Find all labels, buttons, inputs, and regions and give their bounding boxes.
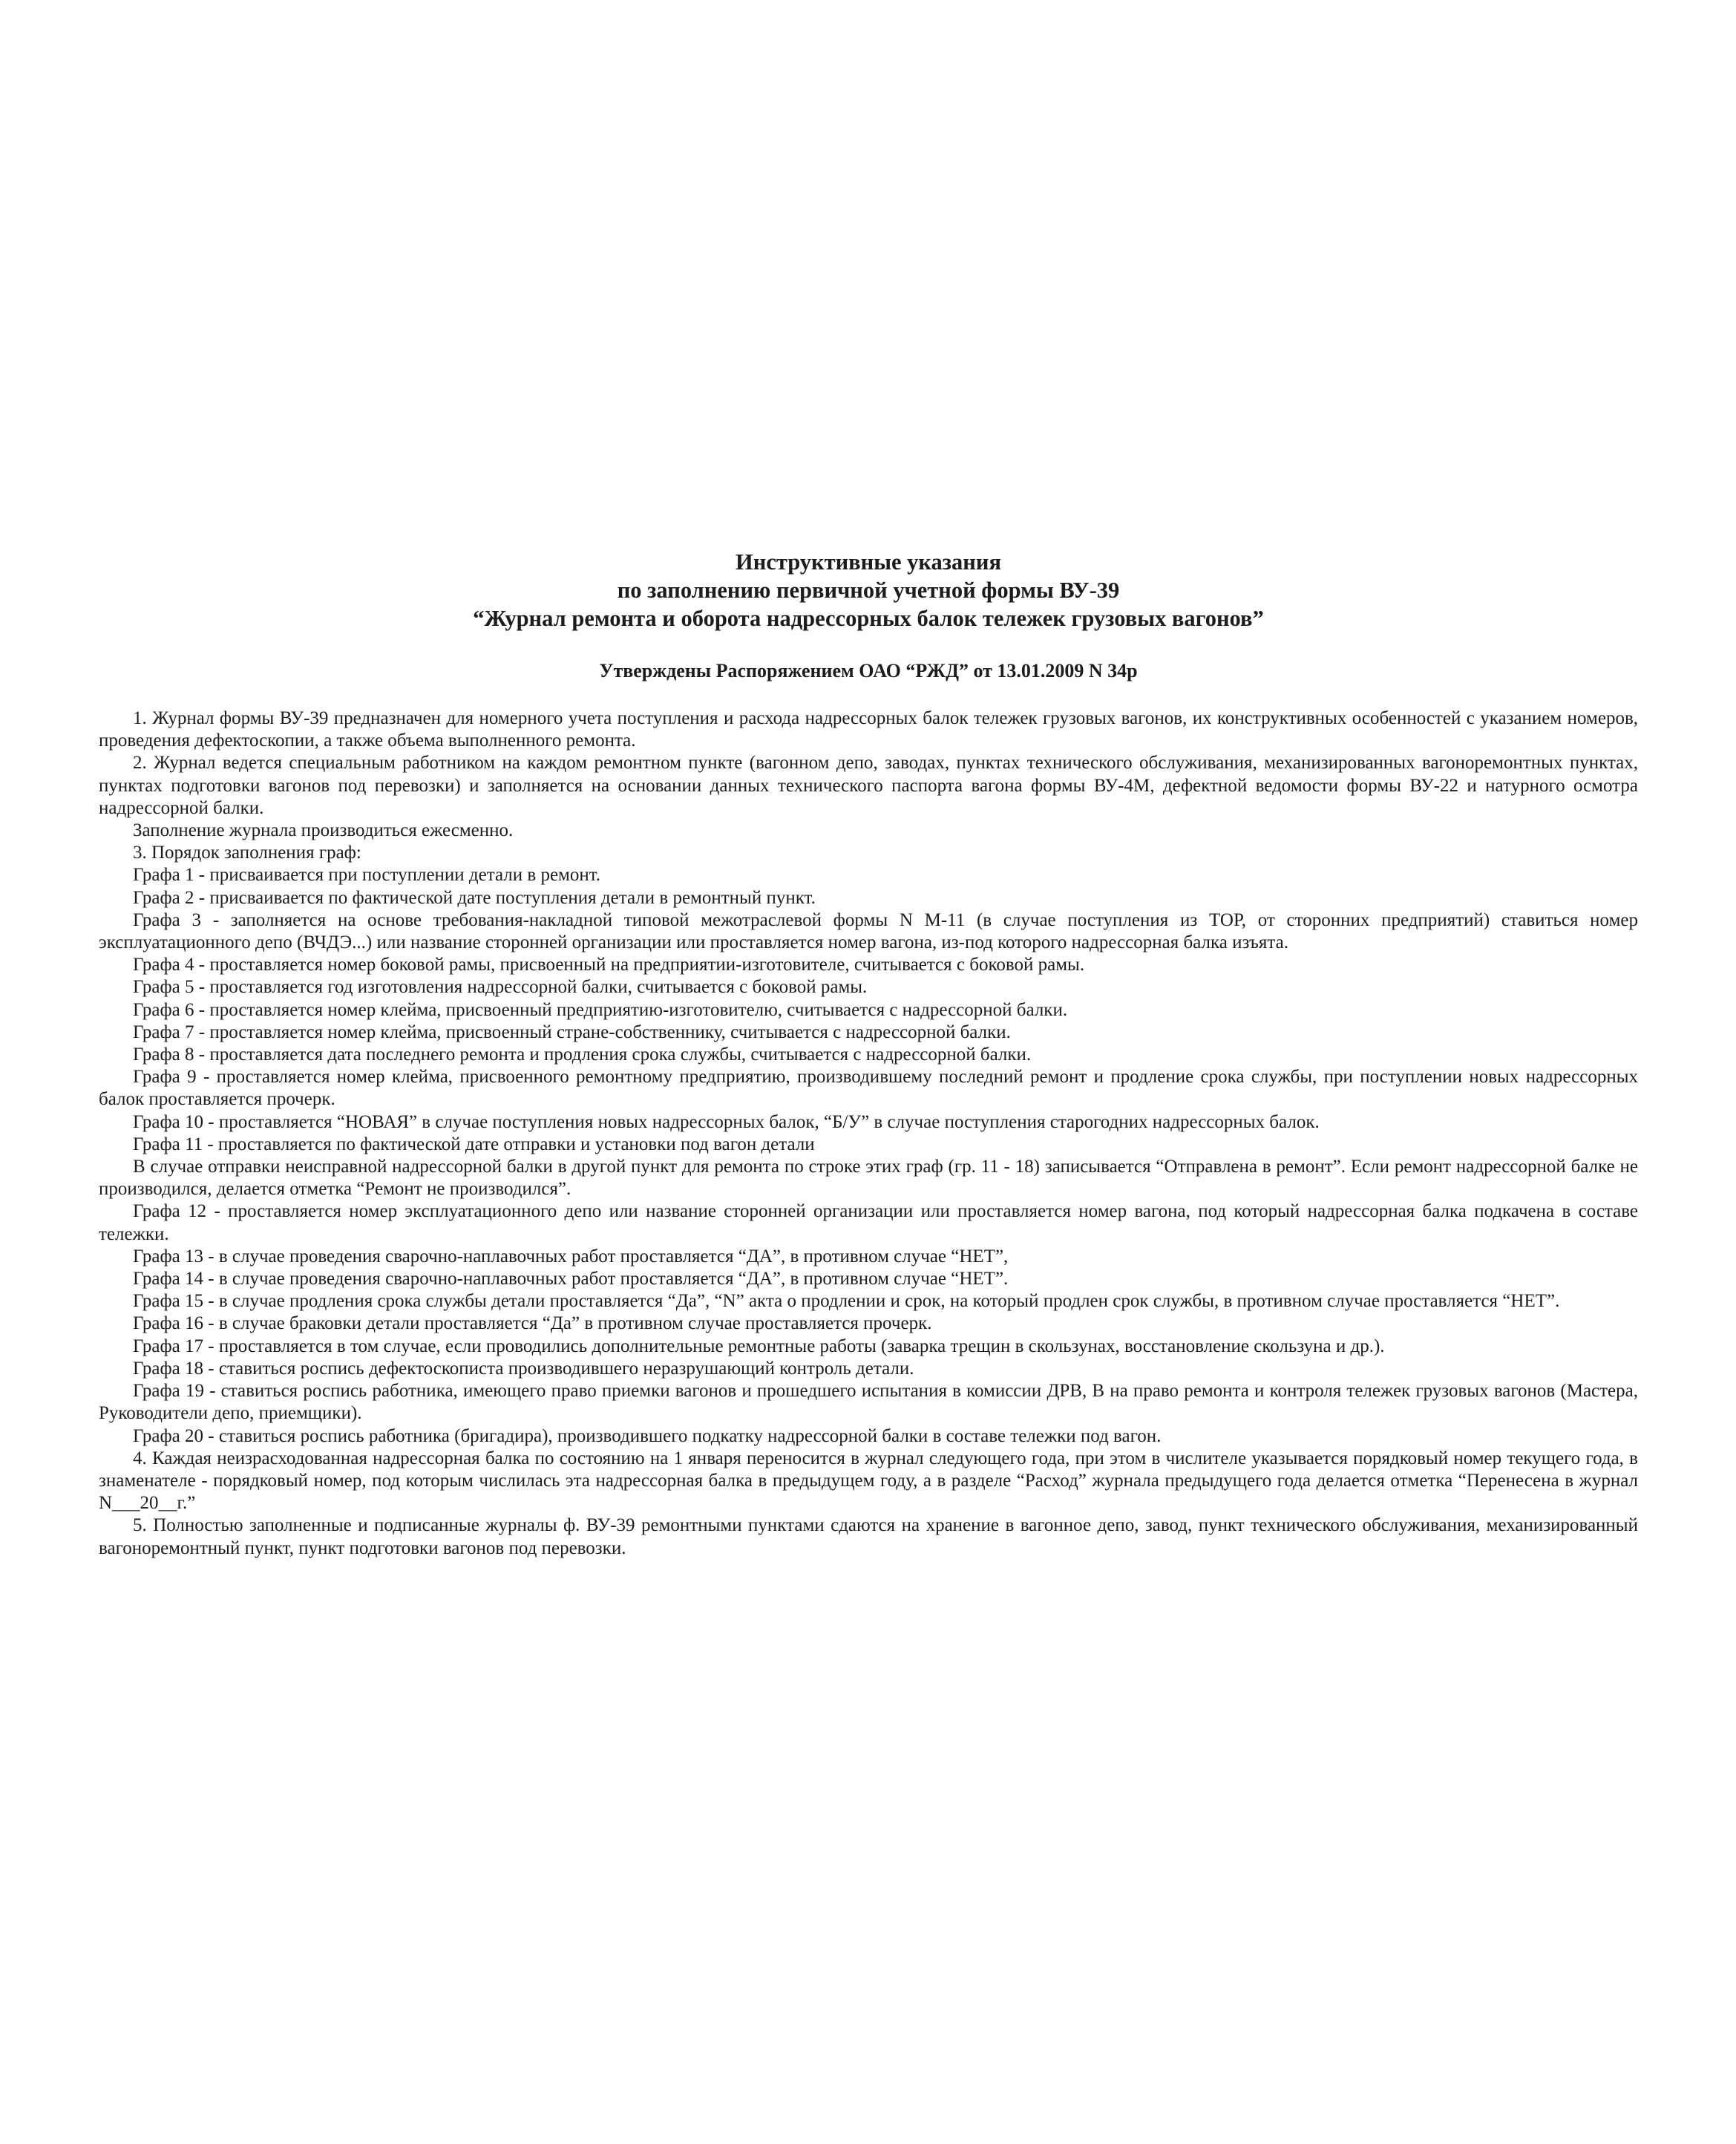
paragraph: Графа 10 - проставляется “НОВАЯ” в случае поступления новых надрессорных балок, “Б/У” в случае поступления старогодних надрессорных балок.	[133, 1111, 1320, 1132]
paragraph: Графа 18 - ставиться роспись дефектоскописта производившего неразрушающий контроль детали.	[133, 1358, 914, 1379]
paragraph: Графа 17 - проставляется в том случае, если проводились дополнительные ремонтные работы (заварка трещин в скользунах, восстановление скользуна и др.).	[133, 1336, 1385, 1356]
paragraph: Графа 5 - проставляется год изготовления надрессорной балки, считывается с боковой рамы.	[133, 977, 868, 998]
paragraph: Графа 7 - проставляется номер клейма, присвоенный стране-собственнику, считывается с надрессорной балки.	[133, 1022, 1011, 1042]
document-title	[99, 548, 1638, 633]
approval-note: Утверждены Распоряжением ОАО “РЖД” от 13.01.2009 N 34р	[599, 660, 1138, 682]
paragraph: Графа 19 - ставиться роспись работника, имеющего право приемки вагонов и прошедшего испытания в комиссии ДРВ, В на право ремонта и контроля тележек грузовых вагонов (Мастера, Руководители депо, приемщики).	[99, 1381, 1638, 1424]
paragraph: В случае отправки неисправной надрессорной балки в другой пункт для ремонта по строке этих граф (гр. 11 - 18) записывается “Отправлена в ремонт”. Если ремонт надрессорной балке не производился, делается отметка “Ремонт не производился”.	[99, 1157, 1638, 1200]
paragraph: 3. Порядок заполнения граф:	[133, 843, 361, 863]
paragraph: Графа 20 - ставиться роспись работника (бригадира), производившего подкатку надрессорной балки в составе тележки под вагон.	[133, 1425, 1162, 1446]
paragraph: Графа 11 - проставляется по фактической дате отправки и установки под вагон детали	[133, 1134, 815, 1154]
document-body	[99, 707, 1638, 1560]
paragraph: 2. Журнал ведется специальным работником на каждом ремонтном пункте (вагонном депо, заводах, пунктах технического обслуживания, механизированных вагоноремонтных пунктах, пунктах подготовки вагонов под перевозки) и заполняется на основании данных технического паспорта вагона формы ВУ-4М, дефектной ведомости формы ВУ-22 и натурного осмотра надрессорной балки.	[99, 753, 1638, 818]
document	[99, 548, 1638, 1560]
paragraph: Графа 12 - проставляется номер эксплуатационного депо или название сторонней организации или проставляется номер вагона, под который надрессорная балка подкачена в составе тележки.	[99, 1201, 1638, 1244]
paragraph: Графа 8 - проставляется дата последнего ремонта и продления срока службы, считывается с надрессорной балки.	[133, 1045, 1032, 1065]
title-line-3: “Журнал ремонта и оборота надрессорных балок тележек грузовых вагонов”	[473, 606, 1264, 631]
paragraph: 1. Журнал формы ВУ-39 предназначен для номерного учета поступления и расхода надрессорных балок тележек грузовых вагонов, их конструктивных особенностей с указанием номеров, проведения дефектоскопии, а также объема выполненного ремонта.	[99, 708, 1638, 751]
paragraph: Графа 15 - в случае продления срока службы детали проставляется “Да”, “N” акта о продлении и срок, на который продлен срок службы, в противном случае проставляется “НЕТ”.	[133, 1291, 1560, 1312]
paragraph: Графа 3 - заполняется на основе требования-накладной типовой межотраслевой формы N М-11 (в случае поступления из ТОР, от сторонних предприятий) ставиться номер эксплуатационного депо (ВЧДЭ...) или название сторонней организации или проставляется номер вагона, из-под которого надрессорная балка изъята.	[99, 909, 1638, 953]
paragraph: 4. Каждая неизрасходованная надрессорная балка по состоянию на 1 января переносится в журнал следующего года, при этом в числителе указывается порядковый номер текущего года, в знаменателе - порядковый номер, под которым числилась эта надрессорная балка в предыдущем году, а в разделе “Расход” журнала предыдущего года делается отметка “Перенесена в журнал N___20__г.”	[99, 1448, 1638, 1514]
paragraph: Графа 16 - в случае браковки детали проставляется “Да” в противном случае проставляется прочерк.	[133, 1313, 932, 1334]
paragraph: Графа 4 - проставляется номер боковой рамы, присвоенный на предприятии-изготовителе, считывается с боковой рамы.	[133, 955, 1085, 975]
paragraph: 5. Полностью заполненные и подписанные журналы ф. ВУ-39 ремонтными пунктами сдаются на хранение в вагонное депо, завод, пункт технического обслуживания, механизированный вагоноремонтный пункт, пункт подготовки вагонов под перевозки.	[99, 1515, 1638, 1558]
paragraph: Графа 9 - проставляется номер клейма, присвоенного ремонтному предприятию, производившему последний ремонт и продление срока службы, при поступлении новых надрессорных балок проставляется прочерк.	[99, 1067, 1638, 1110]
title-line-2: по заполнению первичной учетной формы ВУ-39	[617, 578, 1120, 603]
paragraph: Графа 6 - проставляется номер клейма, присвоенный предприятию-изготовителю, считывается с надрессорной балки.	[133, 999, 1068, 1020]
paragraph: Графа 13 - в случае проведения сварочно-наплавочных работ проставляется “ДА”, в противном случае “НЕТ”,	[133, 1246, 1009, 1267]
paragraph: Графа 1 - присваивается при поступлении детали в ремонт.	[133, 865, 601, 886]
paragraph: Заполнение журнала производиться ежесменно.	[133, 820, 514, 841]
paragraph: Графа 2 - присваивается по фактической дате поступления детали в ремонтный пункт.	[133, 887, 816, 908]
title-line-1: Инструктивные указания	[736, 549, 1001, 575]
paragraph: Графа 14 - в случае проведения сварочно-наплавочных работ проставляется “ДА”, в противном случае “НЕТ”.	[133, 1269, 1009, 1290]
